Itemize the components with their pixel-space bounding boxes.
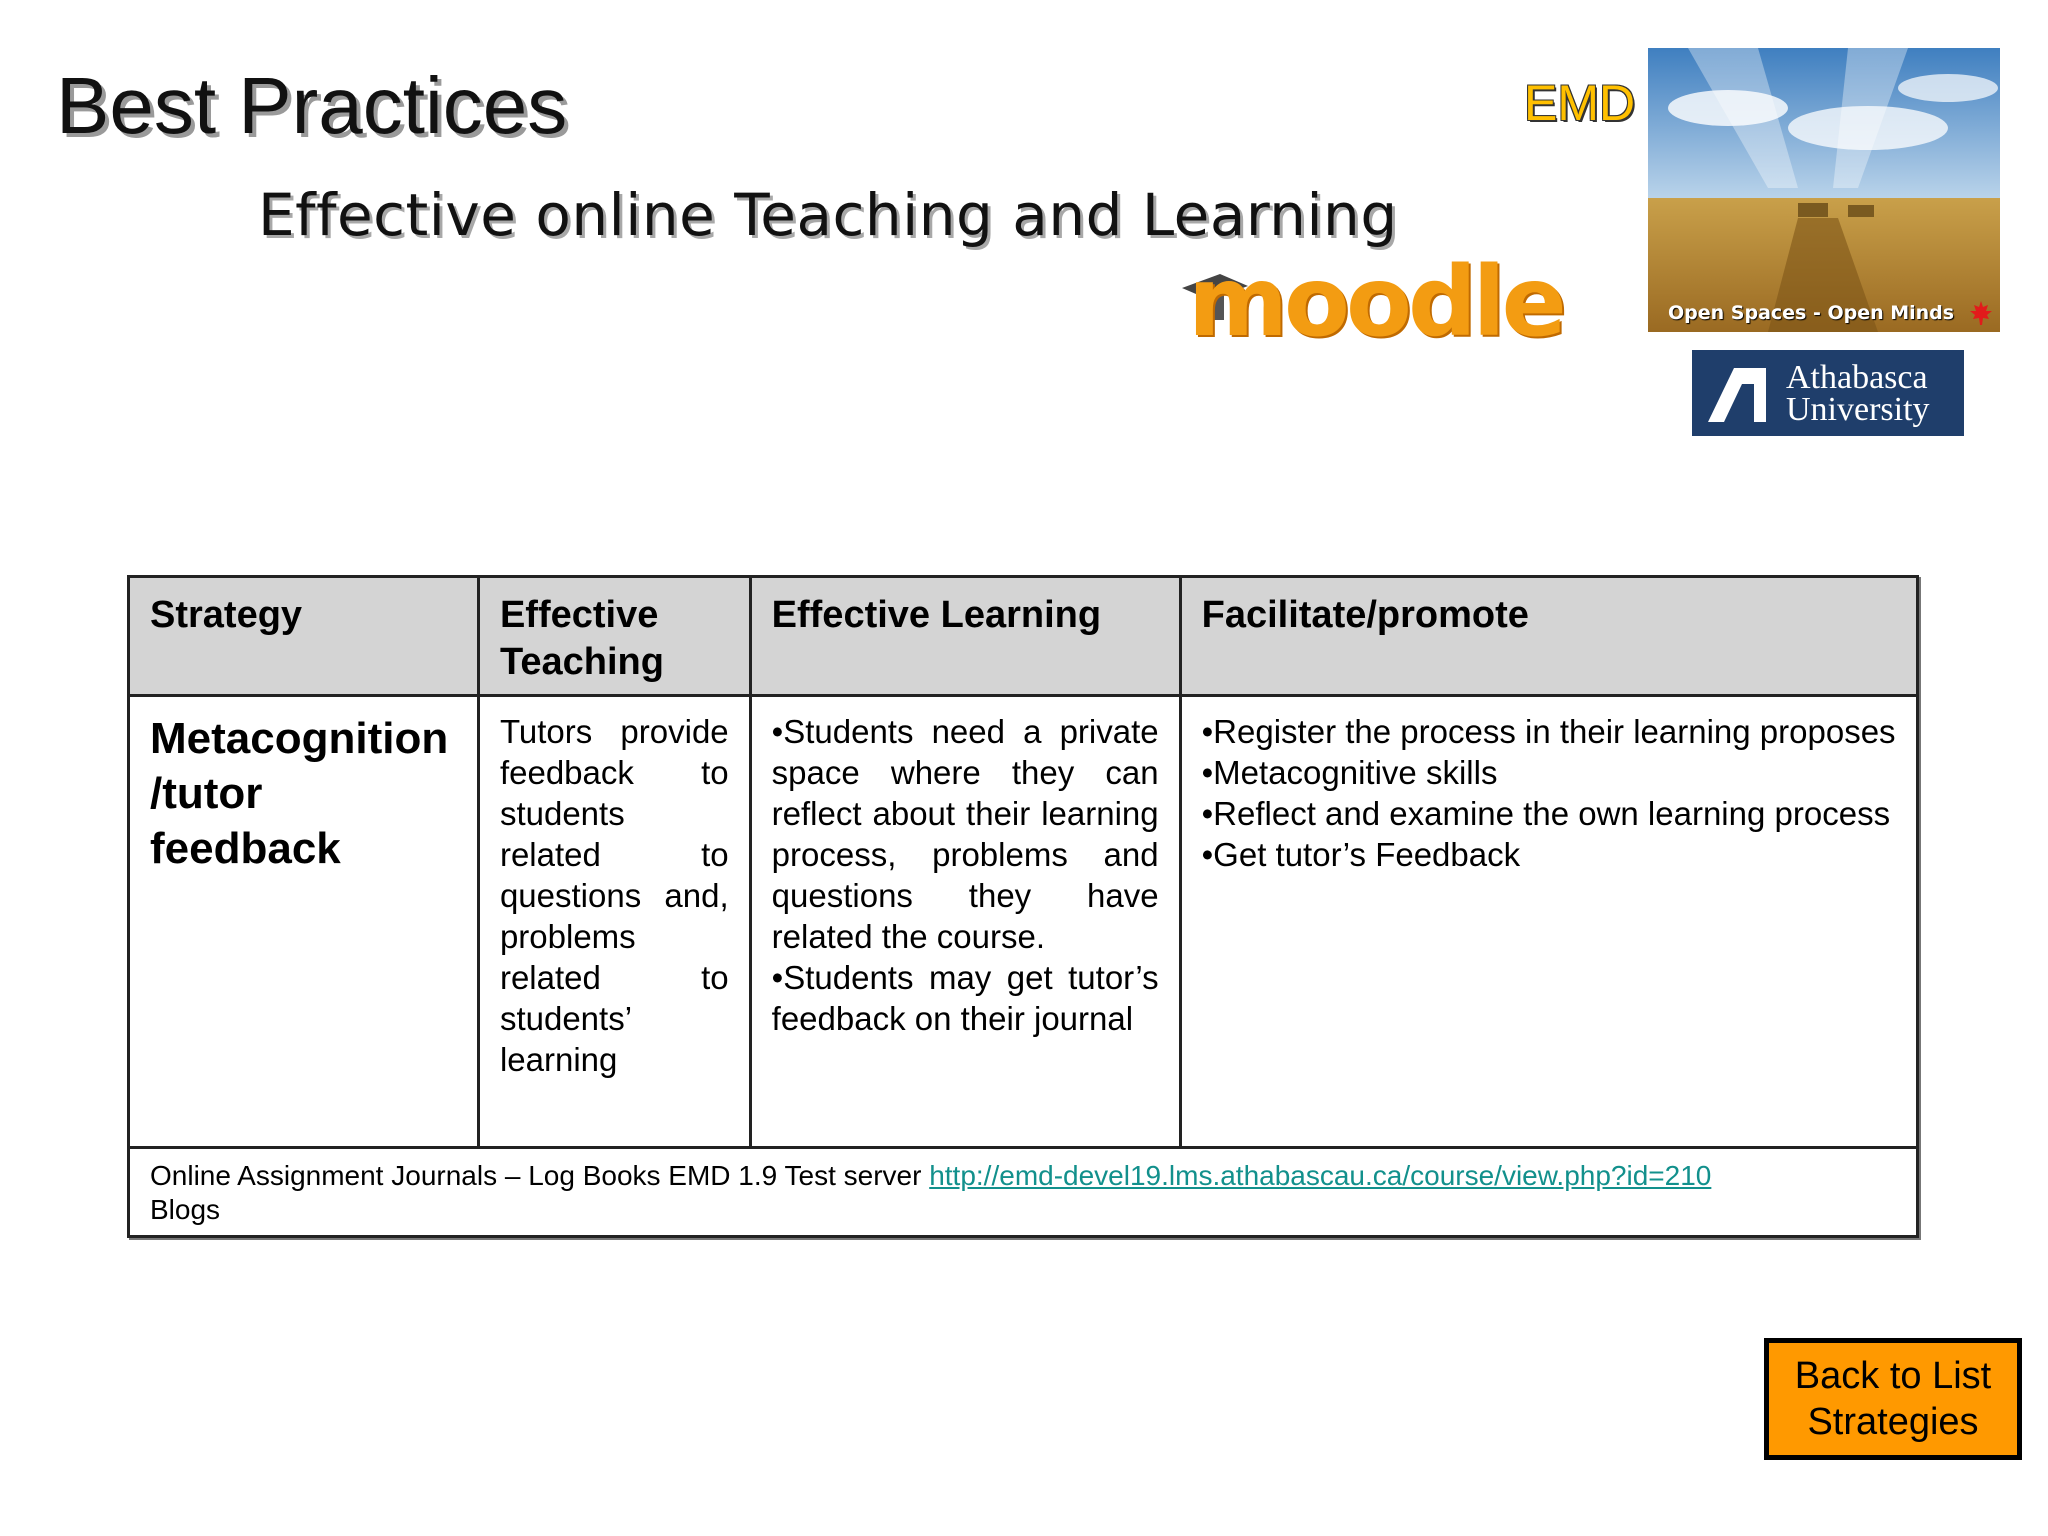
- moodle-wordmark: moodle: [1188, 246, 1563, 358]
- header-strategy: Strategy: [129, 577, 479, 696]
- athabasca-university-logo: [1692, 350, 1964, 436]
- university-name-line1: Athabasca: [1786, 359, 1928, 396]
- teaching-cell: Tutors provide feedback to students related to questions and, problems related to students’ learning: [478, 696, 750, 1148]
- facilitate-bullet: •Register the process in their learning proposes: [1201, 713, 1896, 750]
- wheat-field-photo: [1648, 48, 2000, 332]
- emd-label: EMD: [1524, 75, 1636, 131]
- strategy-cell: [129, 696, 479, 1148]
- footer-cell: [129, 1148, 1918, 1237]
- table-row: [129, 696, 1918, 1148]
- test-server-link[interactable]: http://emd-devel19.lms.athabascau.ca/course/view.php?id=210: [929, 1160, 1712, 1191]
- slide-subtitle: Effective online Teaching and Learning: [258, 181, 1398, 249]
- back-button-line1: Back to List: [1794, 1355, 1992, 1397]
- learning-bullet: •Students may get tutor’s feedback on their journal: [771, 959, 1159, 1037]
- back-to-list-button[interactable]: [1764, 1338, 2022, 1460]
- strategy-table: [127, 575, 1919, 1238]
- banner-caption: Open Spaces - Open Minds: [1668, 302, 1955, 324]
- footer-blogs: Blogs: [150, 1194, 221, 1225]
- university-name-line2: University: [1786, 391, 1930, 428]
- back-button-line2: Strategies: [1807, 1401, 1979, 1443]
- table-footer-row: [129, 1148, 1918, 1237]
- facilitate-bullet: •Get tutor’s Feedback: [1201, 836, 1521, 873]
- facilitate-bullet: •Reflect and examine the own learning process: [1201, 795, 1891, 832]
- header-effective-learning: Effective Learning: [750, 577, 1180, 696]
- maple-leaf-icon: [1968, 300, 1994, 326]
- moodle-logo: [1176, 246, 1563, 358]
- header-effective-teaching: Effective Teaching: [478, 577, 750, 696]
- header-facilitate-promote: Facilitate/promote: [1180, 577, 1917, 696]
- learning-cell: [750, 696, 1180, 1148]
- facilitate-cell: [1180, 696, 1917, 1148]
- facilitate-bullet: •Metacognitive skills: [1201, 754, 1498, 791]
- open-spaces-banner: [1648, 48, 2000, 332]
- table-header-row: [129, 577, 1918, 696]
- strategy-name: Metacognition /tutor feedback: [150, 714, 449, 873]
- footer-text: Online Assignment Journals – Log Books EMD 1.9 Test server: [150, 1160, 930, 1191]
- slide-title: Best Practices: [56, 61, 568, 150]
- athabasca-logo-mark-icon: [1704, 364, 1770, 426]
- learning-bullet: •Students need a private space where they can reflect about their learning process, problems and questions they have related the course.: [771, 713, 1159, 955]
